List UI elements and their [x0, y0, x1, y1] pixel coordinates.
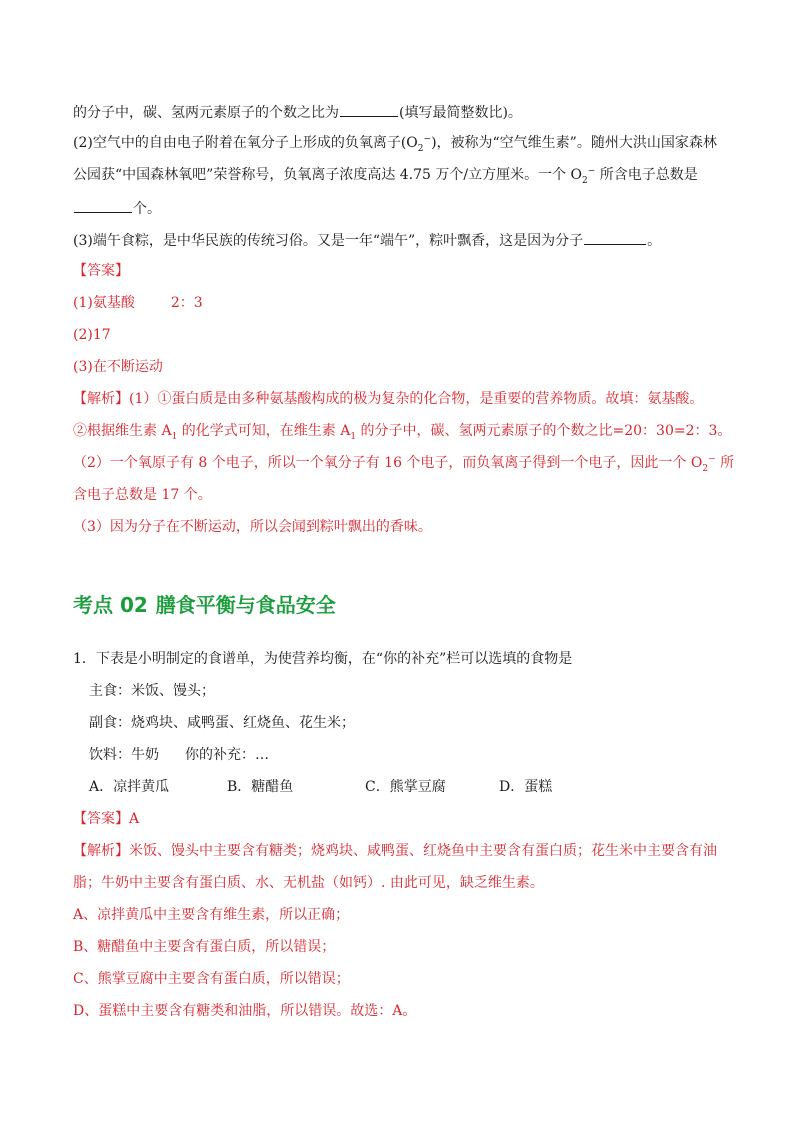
section-title: 膳食平衡与食品安全 [155, 593, 336, 617]
superscript: − [423, 134, 432, 145]
subscript: 1 [171, 431, 178, 442]
section-heading [73, 591, 336, 619]
question-text: )，被称为“空气维生素”。随州大洪山国家森林 [431, 135, 717, 151]
superscript: − [587, 166, 596, 177]
analysis-text: 的分子中，碳、氢两元素原子的个数之比=20：30=2：3。 [356, 423, 732, 439]
analysis-text: 所 [715, 455, 735, 471]
question-text: (3)端午食粽，是中华民族的传统习俗。又是一年“端午”，粽叶飘香，这是因为分子 [73, 233, 584, 249]
subscript: 2 [582, 175, 588, 186]
question-line [73, 101, 733, 123]
analysis-line: 【解析】(1）①蛋白质是由多种氨基酸构成的极为复杂的化合物，是重要的营养物质。故填：氨基酸。 [73, 391, 704, 407]
answer-line: (3)在不断运动 [73, 359, 163, 375]
question-line [73, 133, 733, 153]
analysis-line [73, 453, 733, 473]
question-line [73, 165, 733, 185]
answer-line: (2)17 [73, 327, 111, 343]
answer-text: (1)氨基酸 [73, 295, 135, 311]
subscript: 1 [350, 431, 357, 442]
question-text: (填写最简整数比)。 [399, 105, 522, 121]
answer-text: 2：3 [170, 295, 203, 311]
analysis-text: 的化学式可知，在维生素 A [177, 423, 351, 439]
answer-blank [584, 229, 646, 245]
analysis-text: （2）一个氧原子有 8 个电子，所以一个氧分子有 16 个电子，而负氧离子得到一个电子，因此一个 O [73, 455, 703, 471]
analysis-line: （3）因为分子在不断运动，所以会闻到粽叶飘出的香味。 [73, 519, 432, 535]
analysis-line: C、熊掌豆腐中主要含有蛋白质，所以错误； [73, 971, 350, 987]
answer-line [73, 293, 733, 313]
analysis-line: D、蛋糕中主要含有糖类和油脂，所以错误。故选：A。 [73, 1003, 417, 1019]
menu-side: 副食：烧鸡块、咸鸭蛋、红烧鱼、花生米； [89, 715, 355, 731]
answer-blank [74, 197, 132, 213]
option-b: B．糖醋鱼 [227, 779, 294, 795]
answer-label: 【答案】 [73, 263, 129, 279]
analysis-line: 脂；牛奶中主要含有蛋白质、水、无机盐（如钙）. 由此可见，缺乏维生素。 [73, 875, 544, 891]
analysis-text: ②根据维生素 A [73, 423, 172, 439]
question-text: 的分子中，碳、氢两元素原子的个数之比为 [73, 105, 339, 121]
question-line [73, 229, 733, 251]
menu-supplement: 你的补充：… [185, 747, 269, 763]
analysis-line: A、凉拌黄瓜中主要含有维生素，所以正确； [73, 907, 350, 923]
menu-drink: 饮料：牛奶 [89, 747, 159, 763]
section-number: 考点 02 [73, 593, 148, 617]
superscript: − [708, 454, 716, 465]
question-text: 个。 [133, 201, 161, 217]
menu-staple: 主食：米饭、馒头； [89, 683, 215, 699]
question-stem: 1．下表是小明制定的食谱单，为使营养均衡，在“你的补充”栏可以选填的食物是 [73, 651, 573, 667]
analysis-line: 含电子总数是 17 个。 [73, 487, 212, 503]
analysis-line: 【解析】米饭、馒头中主要含有糖类；烧鸡块、咸鸭蛋、红烧鱼中主要含有蛋白质；花生米中主要含有油 [73, 843, 717, 859]
menu-drink-line [89, 745, 749, 765]
answer-blank [340, 101, 398, 117]
subscript: 2 [702, 463, 709, 474]
analysis-line: B、糖醋鱼中主要含有蛋白质，所以错误； [73, 939, 336, 955]
answer-line: 【答案】A [73, 811, 140, 827]
options-line [89, 777, 749, 797]
analysis-line [73, 421, 733, 441]
question-text: 所含电子总数是 [595, 167, 698, 183]
question-text: (2)空气中的自由电子附着在氧分子上形成的负氧离子(O [73, 135, 418, 151]
option-d: D．蛋糕 [499, 779, 553, 795]
subscript: 2 [417, 143, 424, 154]
question-text: 。 [647, 233, 662, 249]
option-c: C．熊掌豆腐 [365, 779, 446, 795]
question-line [73, 197, 733, 219]
option-a: A．凉拌黄瓜 [89, 779, 170, 795]
question-text: 公园获“中国森林氧吧”荣誉称号，负氧离子浓度高达 4.75 万个/立方厘米。一个 O [73, 167, 583, 183]
